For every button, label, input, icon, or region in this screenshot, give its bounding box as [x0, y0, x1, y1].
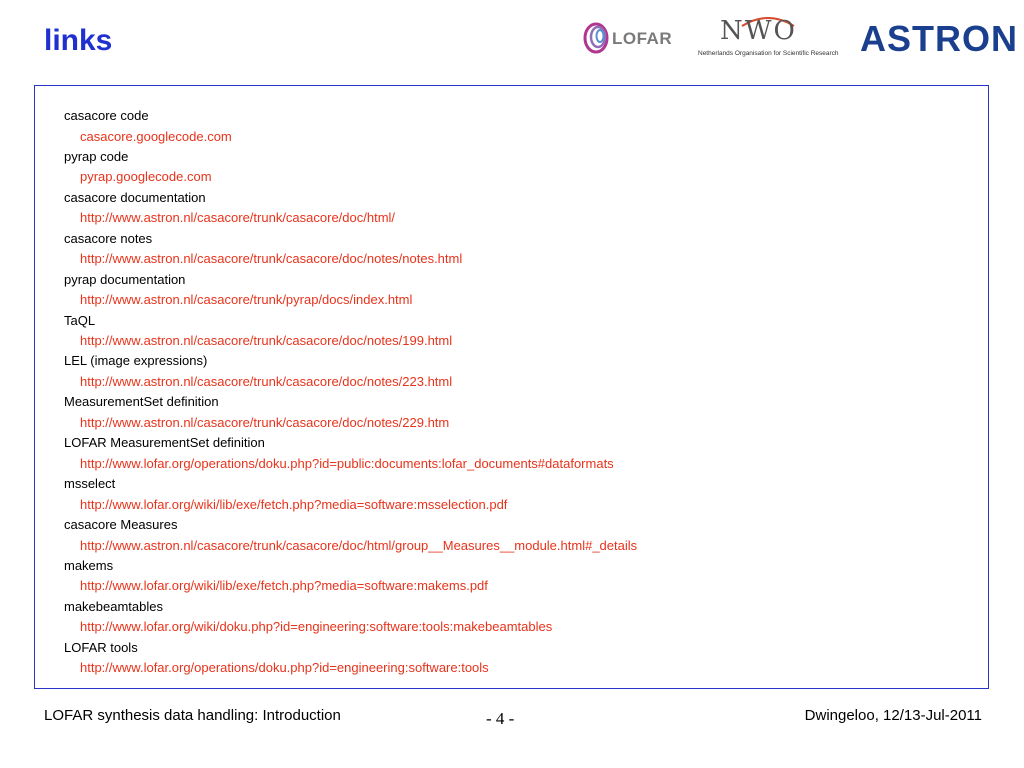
- list-item: [64, 597, 637, 638]
- entry-label: casacore notes: [64, 230, 153, 246]
- nwo-logo-subtitle: Netherlands Organisation for Scientific Research: [698, 50, 839, 57]
- list-item: [64, 433, 637, 474]
- entry-label: LEL (image expressions): [64, 353, 208, 369]
- lofar-logo-text: LOFAR: [612, 29, 673, 48]
- entry-label: casacore code: [64, 108, 149, 123]
- list-item: [64, 106, 637, 147]
- entry-label: TaQL: [64, 312, 96, 328]
- entry-label: LOFAR MeasurementSet definition: [64, 435, 265, 451]
- list-item: [64, 515, 637, 556]
- list-item: [64, 188, 637, 229]
- entry-label: msselect: [64, 476, 116, 492]
- entry-label: casacore Measures: [64, 517, 178, 533]
- links-panel: [34, 85, 989, 689]
- nwo-logo-text: NWO: [720, 16, 797, 46]
- lofar-swirl-icon: [582, 20, 612, 56]
- list-item: [64, 474, 637, 515]
- entry-link[interactable]: http://www.lofar.org/operations/doku.php?id=engineering:software:tools: [80, 660, 489, 676]
- entry-link[interactable]: http://www.lofar.org/wiki/lib/exe/fetch.php?media=software:makems.pdf: [80, 578, 488, 594]
- astron-logo: [860, 18, 1018, 64]
- entry-link[interactable]: http://www.lofar.org/operations/doku.php?id=public:documents:lofar_documents#dataformats: [80, 455, 614, 471]
- entry-label: makems: [64, 557, 114, 573]
- entry-link[interactable]: pyrap.googlecode.com: [80, 169, 212, 185]
- list-item: [64, 311, 637, 352]
- list-item: [64, 392, 637, 433]
- list-item: [64, 351, 637, 392]
- list-item: [64, 229, 637, 270]
- entry-label: casacore documentation: [64, 189, 206, 205]
- list-item: [64, 147, 637, 188]
- entry-label: makebeamtables: [64, 598, 163, 614]
- entry-link[interactable]: http://www.astron.nl/casacore/trunk/casacore/doc/notes/229.htm: [80, 414, 450, 430]
- entry-link[interactable]: http://www.astron.nl/casacore/trunk/pyrap/docs/index.html: [80, 292, 413, 308]
- list-item: [64, 270, 637, 311]
- page-number: - 4 -: [486, 709, 515, 728]
- entry-label: MeasurementSet definition: [64, 394, 219, 410]
- lofar-logo: [582, 20, 682, 60]
- entry-label: pyrap code: [64, 148, 129, 164]
- entry-link[interactable]: casacore.googlecode.com: [80, 128, 232, 144]
- entry-link[interactable]: http://www.astron.nl/casacore/trunk/casacore/doc/html/: [80, 210, 396, 226]
- astron-logo-text: ASTRON: [860, 18, 1018, 59]
- footer-title: LOFAR synthesis data handling: Introduction: [44, 707, 341, 724]
- entry-link[interactable]: http://www.astron.nl/casacore/trunk/casacore/doc/html/group__Measures__module.html#_details: [80, 537, 638, 553]
- page-title: links: [44, 24, 113, 57]
- list-item: [64, 638, 637, 679]
- entry-link[interactable]: http://www.astron.nl/casacore/trunk/casacore/doc/notes/notes.html: [80, 251, 463, 267]
- entry-label: LOFAR tools: [64, 639, 138, 655]
- entry-link[interactable]: http://www.astron.nl/casacore/trunk/casacore/doc/notes/199.html: [80, 333, 453, 349]
- entry-link[interactable]: http://www.lofar.org/wiki/doku.php?id=engineering:software:tools:makebeamtables: [80, 619, 553, 635]
- entry-label: pyrap documentation: [64, 271, 186, 287]
- footer-date-location: Dwingeloo, 12/13-Jul-2011: [804, 707, 982, 724]
- link-list: [64, 106, 637, 679]
- list-item: [64, 556, 637, 597]
- entry-link[interactable]: http://www.lofar.org/wiki/lib/exe/fetch.php?media=software:msselection.pdf: [80, 496, 508, 512]
- entry-link[interactable]: http://www.astron.nl/casacore/trunk/casacore/doc/notes/223.html: [80, 373, 453, 389]
- nwo-logo: [698, 14, 848, 64]
